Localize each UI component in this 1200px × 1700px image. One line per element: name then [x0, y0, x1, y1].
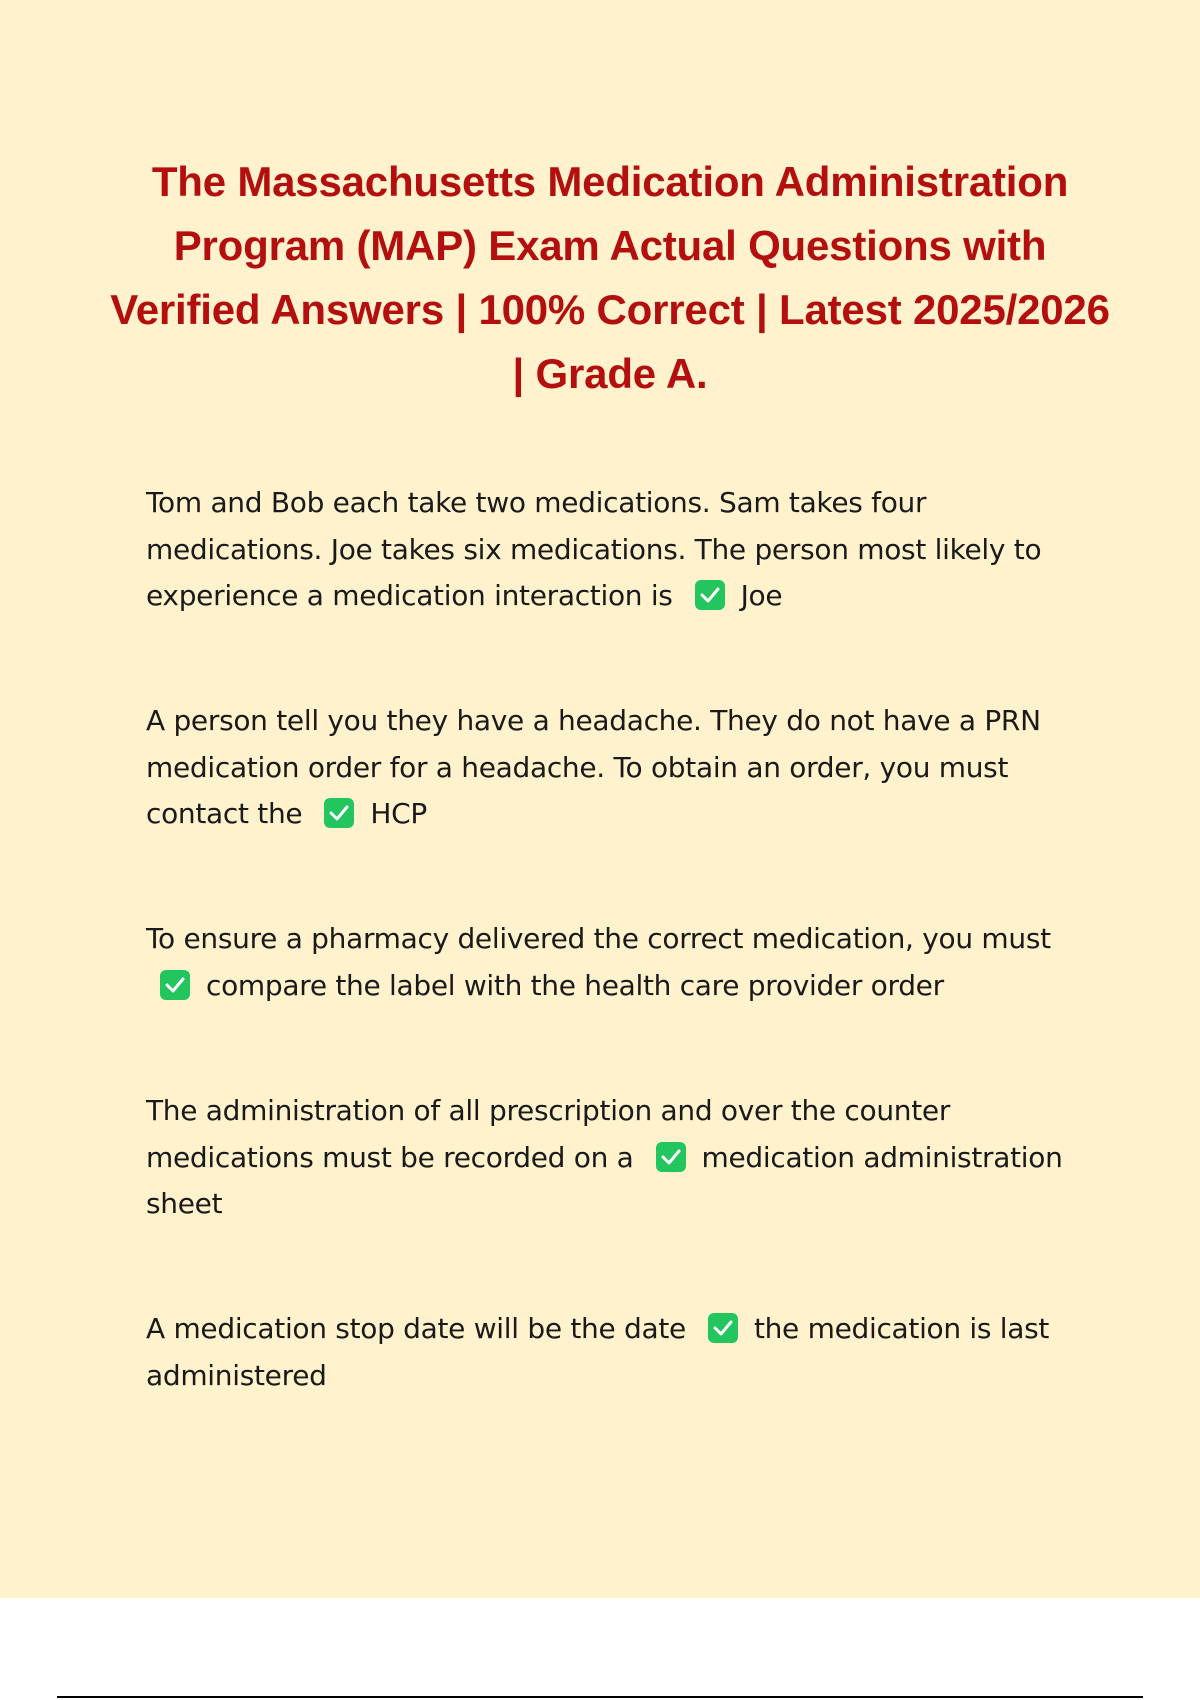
qa-item — [146, 698, 1086, 838]
qa-item — [146, 1088, 1086, 1228]
question-text: A medication stop date will be the date — [146, 1312, 686, 1345]
question-text: Tom and Bob each take two medications. Sam takes four medications. Joe takes six medications. The person most likely to experience a medication interaction is — [146, 486, 1042, 612]
answer-text: compare the label with the health care provider order — [206, 968, 944, 1002]
check-mark-icon — [324, 798, 354, 828]
check-mark-icon — [695, 580, 725, 610]
document-title: The Massachusetts Medication Administration Program (MAP) Exam Actual Questions with Verified Answers | 100% Correct | Latest 2025/2026 | Grade A. — [110, 158, 1110, 397]
answer-text: the medication is last administered — [146, 1312, 1050, 1392]
qa-item — [146, 916, 1086, 1009]
question-text: To ensure a pharmacy delivered the correct medication, you must — [146, 922, 1051, 955]
answer-text: Joe — [740, 579, 783, 612]
question-text: The administration of all prescription and over the counter medications must be recorded on a — [146, 1094, 951, 1174]
answer-text: HCP — [370, 797, 427, 830]
question-text: A person tell you they have a headache. They do not have a PRN medication order for a headache. To obtain an order, you must contact the — [146, 704, 1041, 830]
check-mark-icon — [656, 1142, 686, 1172]
answer-text: medication administration sheet — [146, 1140, 1063, 1220]
check-mark-icon — [160, 970, 190, 1000]
footer-divider — [57, 1696, 1143, 1698]
check-mark-icon — [708, 1313, 738, 1343]
qa-item — [146, 1306, 1086, 1399]
qa-item — [146, 480, 1086, 620]
